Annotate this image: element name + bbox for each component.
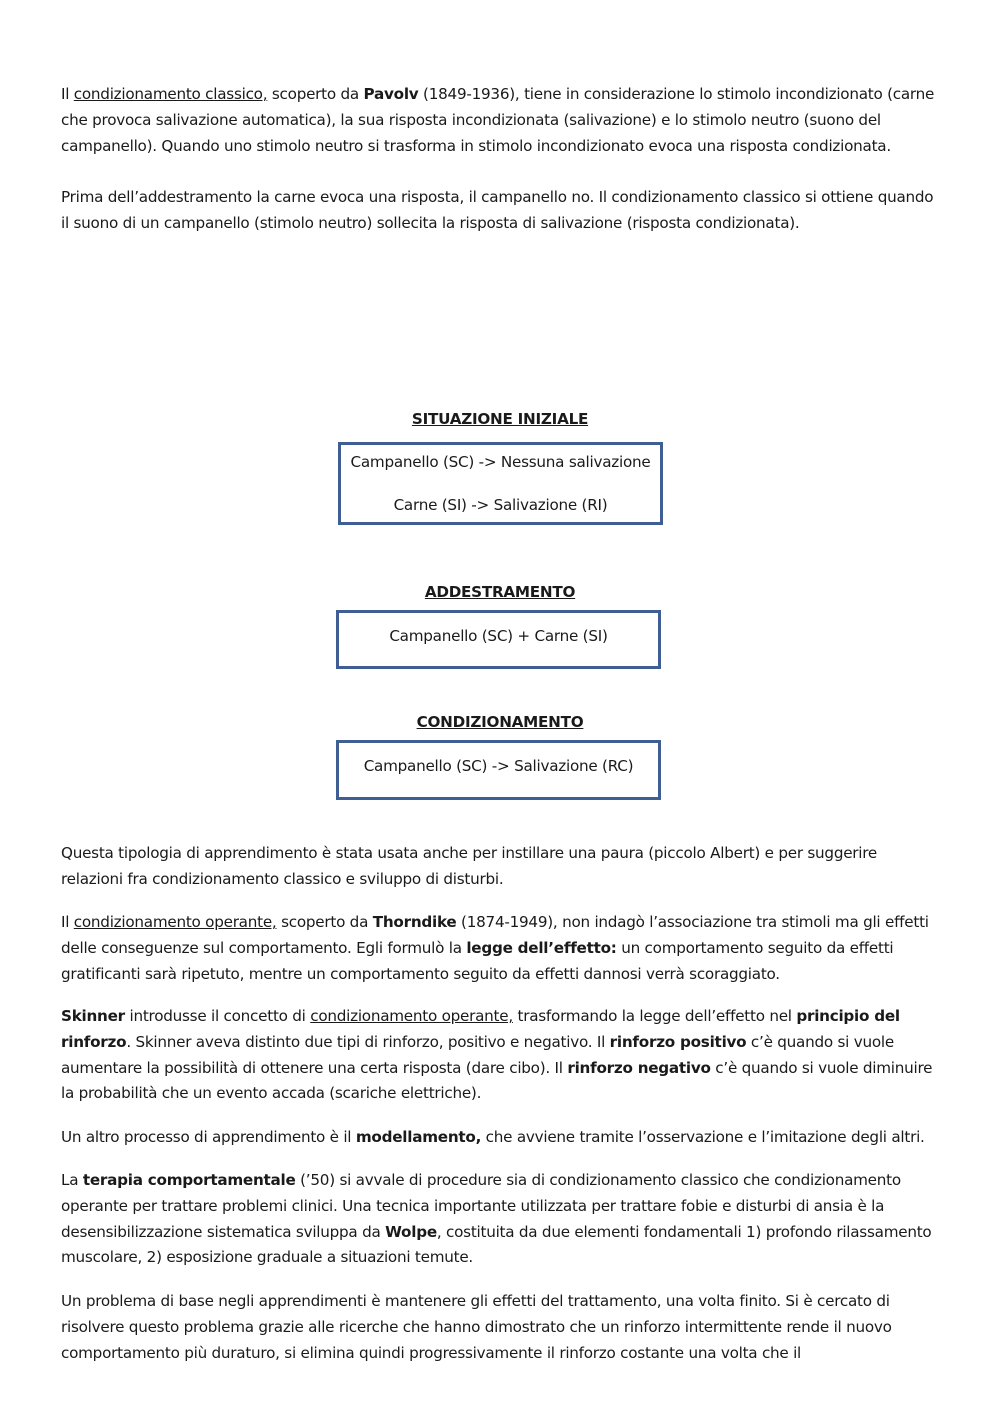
bold-term: rinforzo negativo: [567, 1058, 711, 1077]
text: scoperto da: [267, 85, 364, 103]
paragraph-skinner: [61, 1004, 941, 1107]
text: introdusse il concetto di: [124, 1007, 311, 1025]
bold-term: Pavolv: [363, 85, 419, 103]
bold-term: Skinner: [61, 1007, 125, 1025]
underlined-term: condizionamento classico,: [73, 85, 268, 103]
paragraph-behavior-therapy: [61, 1168, 941, 1271]
paragraph-classical-conditioning: [61, 82, 941, 159]
bold-term: principio del rinforzo: [61, 1007, 900, 1051]
bold-term: rinforzo positivo: [609, 1032, 747, 1051]
text: (1874-1949), non indagò l’associazione tra stimoli ma gli effetti delle conseguenze sul comportamento. Egli formulò la: [61, 913, 929, 957]
text: trasformando la legge dell’effetto nel: [512, 1007, 797, 1025]
box-conditioning: [336, 740, 661, 800]
text: che avviene tramite l’osservazione e l’imitazione degli altri.: [481, 1128, 925, 1146]
paragraph-little-albert: Questa tipologia di apprendimento è stata usata anche per instillare una paura (piccolo Albert) e per suggerire relazioni fra condizionamento classico e sviluppo di disturbi.: [61, 844, 878, 888]
text: Il: [61, 913, 74, 931]
paragraph-maintenance: Un problema di base negli apprendimenti è mantenere gli effetti del trattamento, una volta finito. Si è cercato di risolvere questo problema grazie alle ricerche che hanno dimostrato che un rinforzo intermittente rende il nuovo comportamento più duraturo, si elimina quindi progressivamente il rinforzo costante una volta che il: [61, 1292, 892, 1362]
text: , costituita da due elementi fondamentali 1) profondo rilassamento muscolare, 2) esposizione graduale a situazioni temute.: [61, 1222, 932, 1267]
heading-training: ADDESTRAMENTO: [424, 583, 576, 601]
bold-term: legge dell’effetto:: [466, 938, 617, 957]
box-line: Carne (SI) -> Salivazione (RI): [393, 496, 608, 514]
box-training: [336, 610, 661, 669]
text: . Skinner aveva distinto due tipi di rinforzo, positivo e negativo. Il: [126, 1032, 610, 1051]
text: c’è quando si vuole diminuire la probabilità che un evento accada (scariche elettriche).: [61, 1058, 933, 1103]
paragraph-operant-conditioning: [61, 910, 941, 987]
text: Un altro processo di apprendimento è il: [61, 1128, 356, 1146]
text: Il: [61, 85, 74, 103]
box-line: Campanello (SC) + Carne (SI): [389, 627, 608, 645]
box-line: Campanello (SC) -> Salivazione (RC): [363, 757, 634, 775]
text: (’50) si avvale di procedure sia di condizionamento classico che condizionamento operante per trattare problemi clinici. Una tecnica importante utilizzata per trattare fobie e disturbi di ansia è la desensibilizzazione sistematica sviluppa da: [61, 1171, 901, 1241]
text: La: [61, 1171, 83, 1189]
underlined-term: condizionamento operante,: [73, 913, 277, 931]
heading-initial-situation: SITUAZIONE INIZIALE: [411, 410, 589, 428]
box-line: Campanello (SC) -> Nessuna salivazione: [350, 453, 651, 471]
paragraph-modeling: [61, 1125, 941, 1151]
text: scoperto da: [276, 913, 373, 931]
heading-conditioning: CONDIZIONAMENTO: [416, 713, 584, 731]
underlined-term: condizionamento operante,: [310, 1007, 513, 1025]
bold-term: Thorndike: [372, 913, 457, 931]
text: (1849-1936), tiene in considerazione lo stimolo incondizionato (carne che provoca salivazione automatica), la sua risposta incondizionata (salivazione) e lo stimolo neutro (suono del campanello). Quando uno stimolo neutro si trasforma in stimolo incondizionato evoca una risposta condizionata.: [61, 85, 935, 155]
text: c’è quando si vuole aumentare la possibilità di ottenere una certa risposta (dare cibo). Il: [61, 1032, 894, 1077]
paragraph-before-training: Prima dell’addestramento la carne evoca una risposta, il campanello no. Il condizionamento classico si ottiene quando il suono di un campanello (stimolo neutro) sollecita la risposta di salivazione (risposta condizionata).: [61, 188, 934, 232]
bold-term: modellamento,: [355, 1128, 482, 1146]
text: un comportamento seguito da effetti gratificanti sarà ripetuto, mentre un comportamento seguito da effetti dannosi verrà scoraggiato.: [61, 938, 894, 983]
bold-term: terapia comportamentale: [82, 1171, 296, 1189]
box-initial-situation: [338, 442, 663, 525]
bold-term: Wolpe: [385, 1222, 437, 1241]
